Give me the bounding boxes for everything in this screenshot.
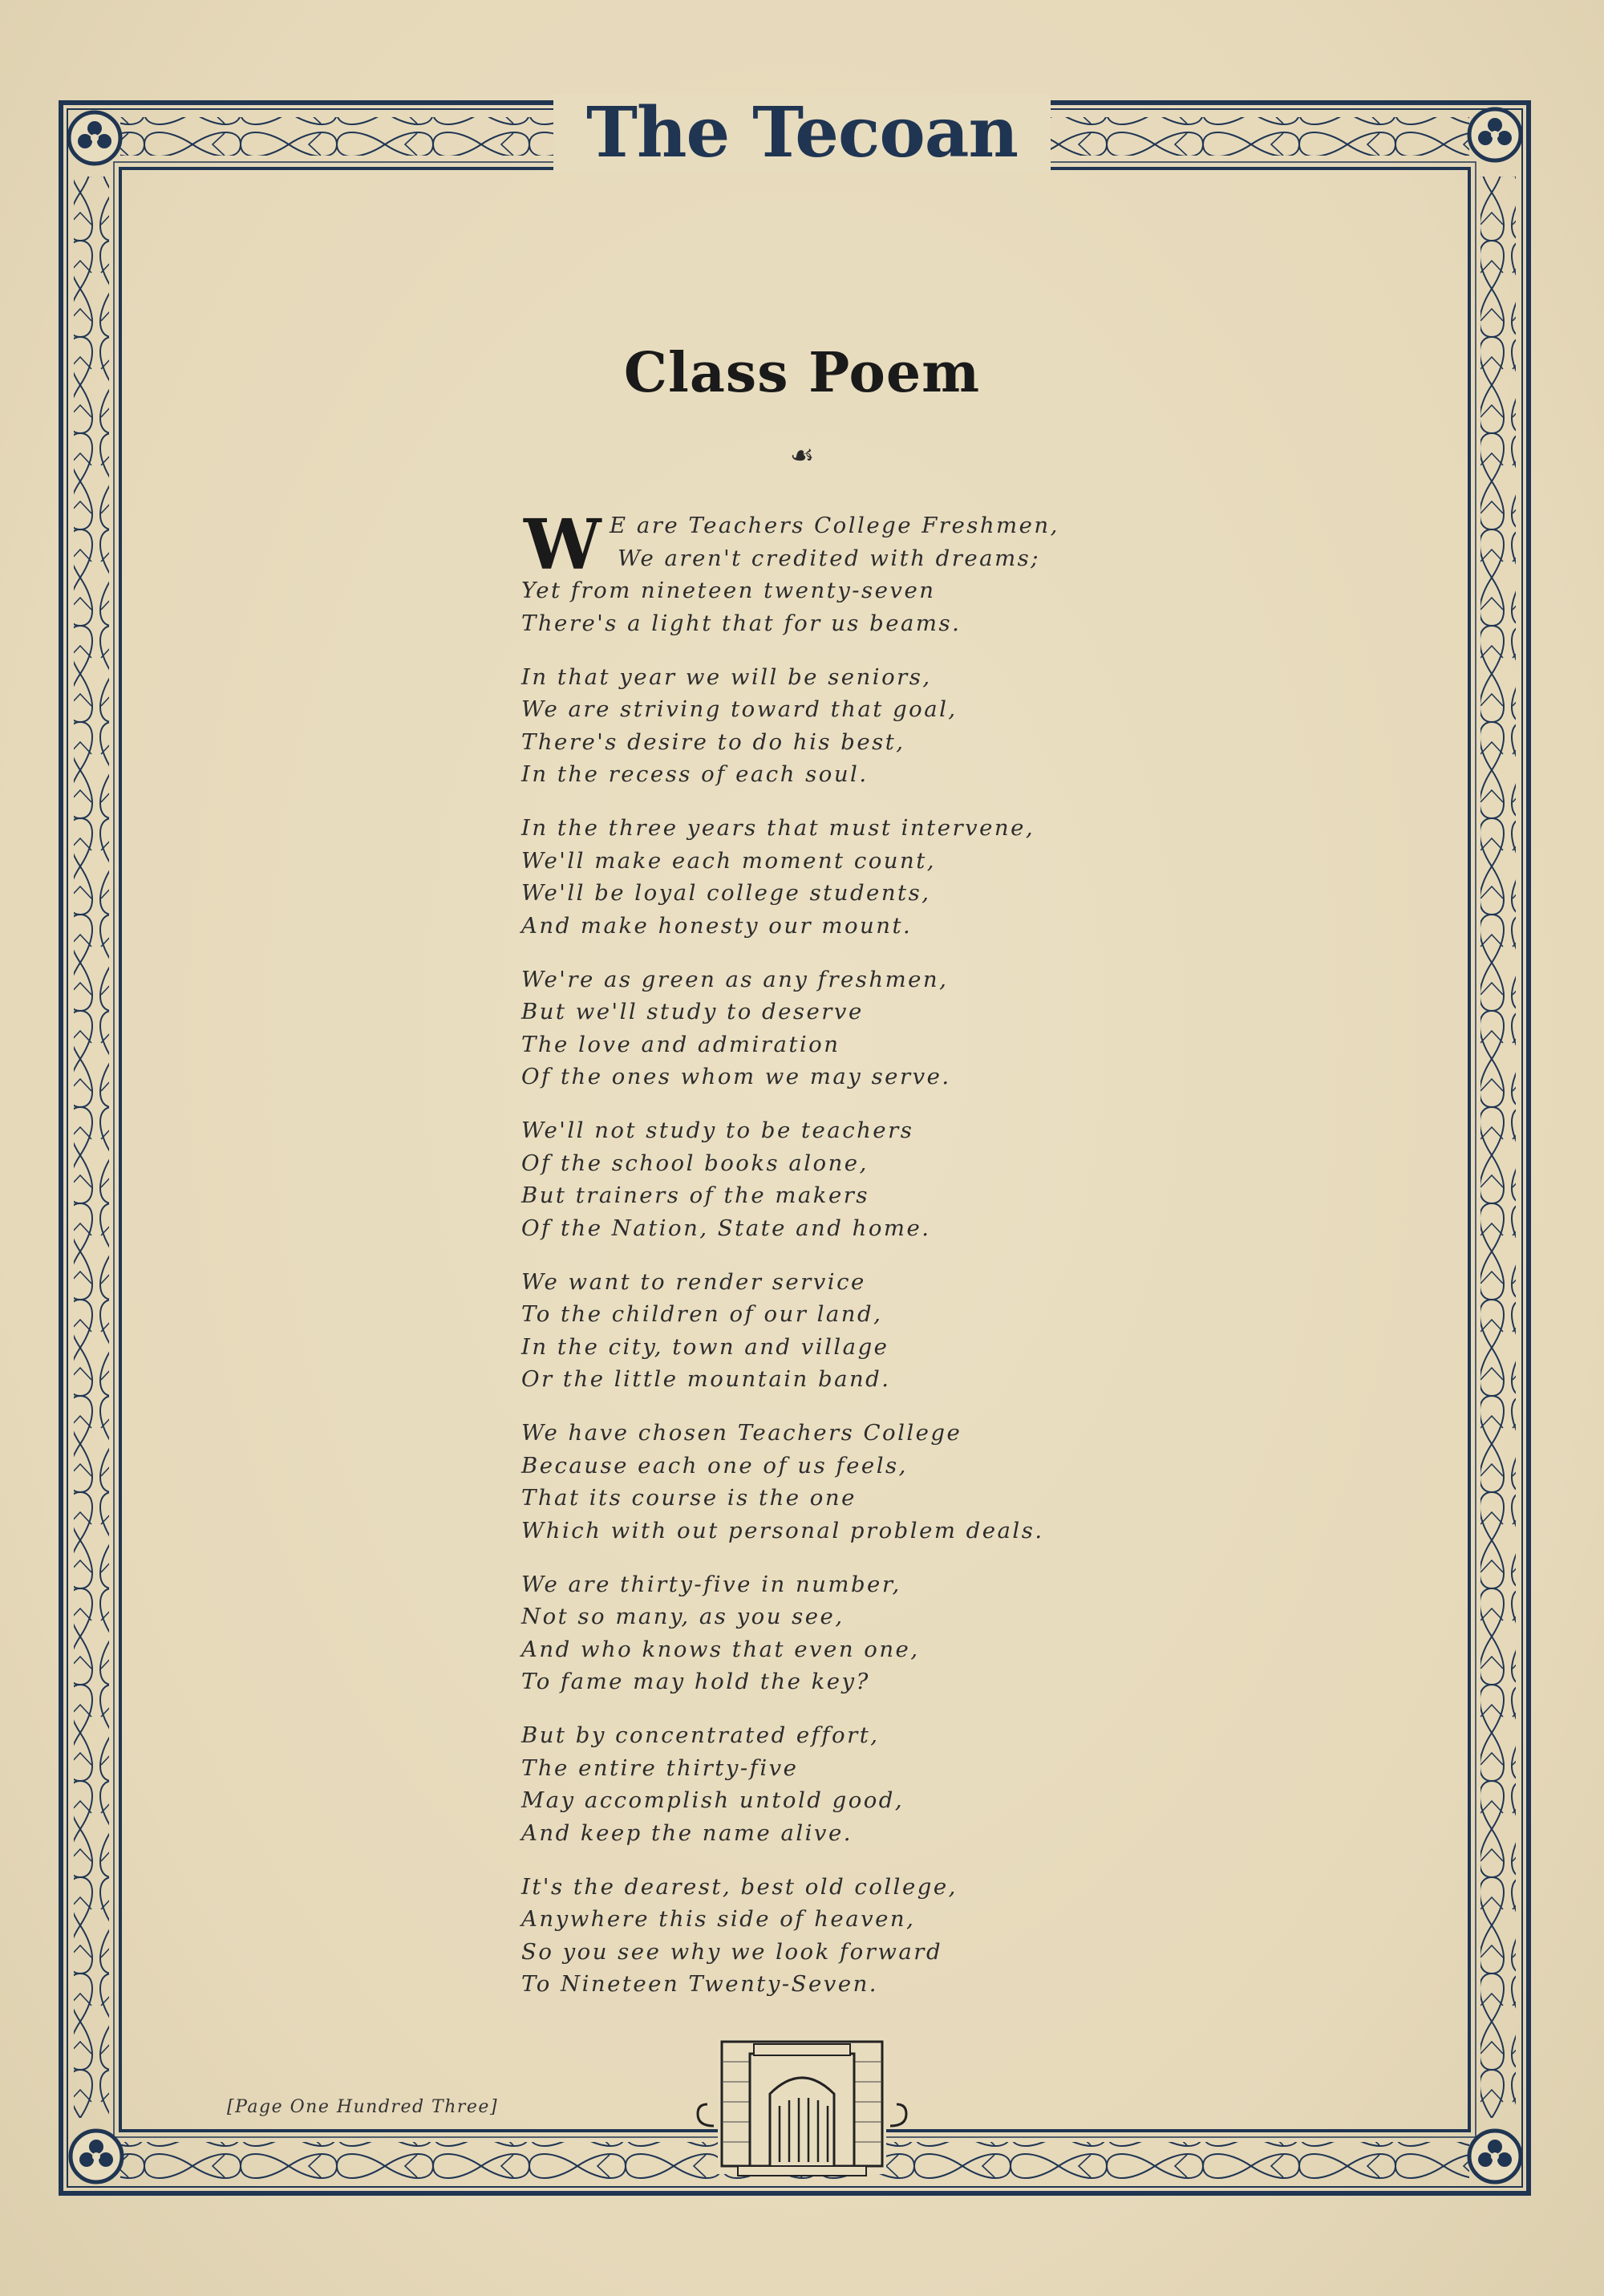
stanza-6 [521, 1266, 1131, 1396]
poem-line: The love and admiration [521, 1031, 840, 1057]
poem-line: Yet from nineteen twenty-seven [521, 578, 936, 603]
poem-line: May accomplish untold good, [521, 1787, 905, 1813]
corner-rosette-bottom-right [1469, 2131, 1521, 2182]
poem-line: Of the ones whom we may serve. [521, 1064, 951, 1089]
poem-line: But by concentrated effort, [521, 1722, 880, 1748]
stanza-3 [521, 812, 1131, 942]
poem-line: In the three years that must intervene, [521, 815, 1035, 841]
corner-rosette-bottom-left [71, 2131, 122, 2182]
poem-line: Which with out personal problem deals. [521, 1517, 1044, 1544]
corner-rosette-top-left [69, 112, 120, 164]
fleuron-ornament: ☙ [789, 440, 815, 472]
stanza-2 [521, 661, 1131, 791]
poem-line: We're as green as any freshmen, [521, 966, 949, 992]
stanza-10 [521, 1871, 1131, 2001]
poem-line: Of the Nation, State and home. [521, 1215, 931, 1241]
poem-line: There's a light that for us beams. [521, 610, 962, 636]
poem-line: But trainers of the makers [521, 1182, 870, 1208]
poem-line: We'll make each moment count, [521, 847, 937, 874]
stanza-1 [521, 505, 1131, 639]
poem-line: The entire thirty-five [521, 1754, 799, 1781]
poem-line: In that year we will be seniors, [521, 663, 932, 690]
poem-line: It's the dearest, best old college, [521, 1873, 958, 1900]
poem-body [521, 505, 1131, 2022]
poem-line: And who knows that even one, [521, 1636, 920, 1662]
right-vine-band [1480, 176, 1516, 2118]
stanza-9 [521, 1719, 1131, 1849]
poem-line: But we'll study to deserve [521, 999, 864, 1024]
poem-line: In the recess of each soul. [521, 761, 869, 787]
poem-line: We'll be loyal college students, [521, 880, 931, 906]
poem-line: We aren't credited with dreams; [618, 545, 1041, 571]
poem-line: In the city, town and village [521, 1333, 889, 1360]
poem-line: To Nineteen Twenty-Seven. [521, 1971, 879, 1997]
poem-line: We have chosen Teachers College [521, 1420, 962, 1446]
poem-title: Class Poem [623, 341, 981, 405]
masthead-title: The Tecoan [553, 95, 1051, 172]
page-number: [Page One Hundred Three] [227, 2097, 499, 2117]
stanza-4 [521, 963, 1131, 1093]
poem-line: To fame may hold the key? [521, 1669, 870, 1694]
left-vine-band [74, 176, 109, 2118]
stanza-5 [521, 1114, 1131, 1244]
drop-cap: W [524, 505, 602, 586]
poem-line: And make honesty our mount. [521, 912, 913, 939]
stanza-8 [521, 1568, 1131, 1698]
doorway-illustration [698, 2038, 906, 2176]
poem-line: We are thirty-five in number, [521, 1571, 901, 1597]
poem-line: We are striving toward that goal, [521, 696, 958, 722]
poem-line: E are Teachers College Freshmen, [610, 513, 1059, 538]
poem-line: Anywhere this side of heaven, [521, 1906, 916, 1932]
poem-line: To the children of our land, [521, 1301, 883, 1327]
poem-line: We'll not study to be teachers [521, 1118, 914, 1143]
poem-line: Because each one of us feels, [521, 1452, 908, 1479]
poem-line: So you see why we look forward [521, 1938, 943, 1965]
poem-line: We want to render service [521, 1268, 866, 1295]
poem-line: Of the school books alone, [521, 1150, 869, 1176]
poem-line: Not so many, as you see, [521, 1604, 845, 1629]
poem-line: That its course is the one [521, 1485, 857, 1511]
stanza-7 [521, 1417, 1131, 1547]
poem-line: There's desire to do his best, [521, 728, 905, 755]
corner-rosette-top-right [1469, 109, 1521, 160]
poem-line: Or the little mountain band. [521, 1366, 891, 1392]
poem-line: And keep the name alive. [521, 1819, 853, 1846]
